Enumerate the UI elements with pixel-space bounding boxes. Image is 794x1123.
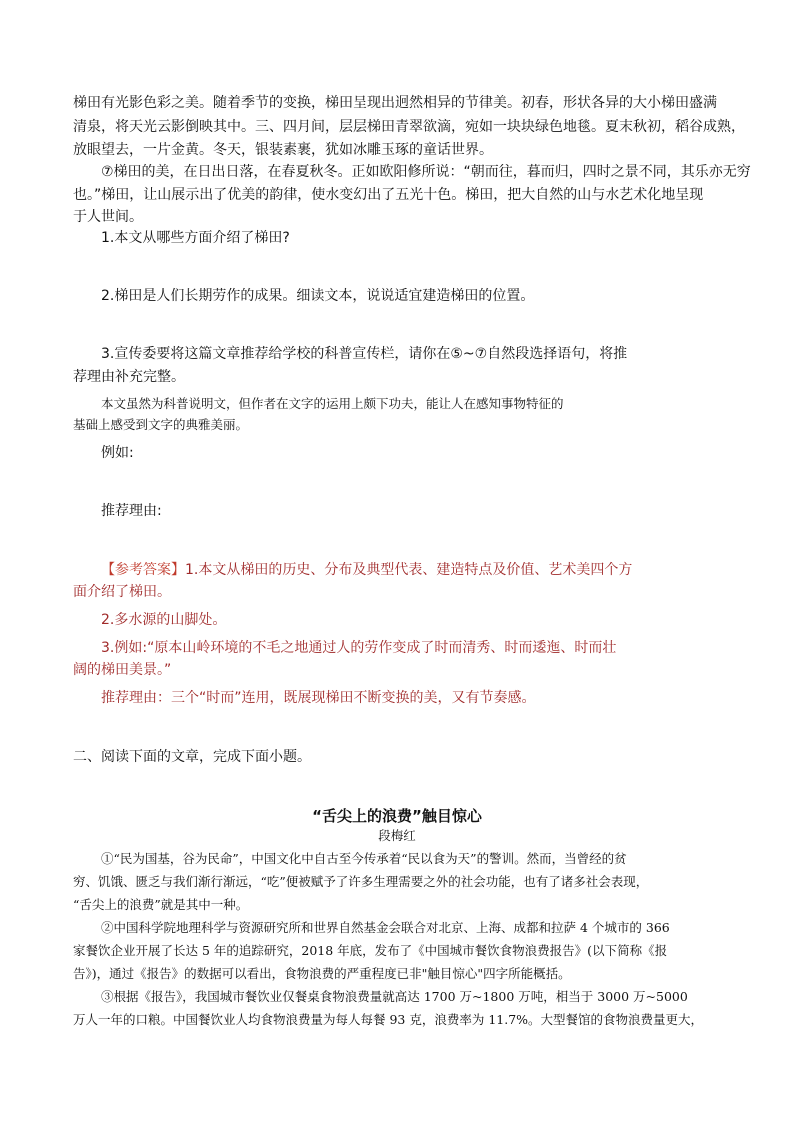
article-paragraph: 告》)，通过《报告》的数据可以看出，食物浪费的严重程度已非"触目惊心"四字所能概括。 xyxy=(73,966,571,981)
article-author: 段梅红 xyxy=(378,828,416,843)
passage-line: 放眼望去，一片金黄。冬天，银装素裹，犹如冰雕玉琢的童话世界。 xyxy=(73,142,493,158)
article-title: “舌尖上的浪费”触目惊心 xyxy=(312,807,482,825)
article-paragraph: “舌尖上的浪费”就是其中一种。 xyxy=(73,897,249,912)
answer-2: 2.多水源的山脚处。 xyxy=(101,612,227,628)
passage-line: 于人世间。 xyxy=(73,209,143,225)
example-label: 例如: xyxy=(101,445,134,461)
question-2: 2.梯田是人们长期劳作的成果。细读文本，说说适宜建造梯田的位置。 xyxy=(101,288,535,304)
answer-label: 【参考答案】 xyxy=(101,562,185,578)
answer-1 xyxy=(101,559,632,581)
question-3: 3.宣传委要将这篇文章推荐给学校的科普宣传栏，请你在⑤~⑦自然段选择语句，将推 xyxy=(101,346,628,362)
article-paragraph: ③根据《报告》，我国城市餐饮业仅餐桌食物浪费量就高达 1700 万~1800 万吨，相当于 3000 万~5000 xyxy=(101,989,688,1004)
answer-1-text: 1.本文从梯田的历史、分布及典型代表、建造特点及价值、艺术美四个方 xyxy=(185,562,633,578)
section-heading: 二、阅读下面的文章，完成下面小题。 xyxy=(73,749,311,765)
article-paragraph: 穷、饥饿、匮乏与我们渐行渐远，“吃”便被赋予了许多生理需要之外的社会功能，也有了诸多社会表现， xyxy=(73,874,649,889)
question-3-note-cont: 基础上感受到文字的典雅美丽。 xyxy=(73,417,249,432)
passage-line: 梯田有光影色彩之美。随着季节的变换，梯田呈现出迥然相异的节律美。初春，形状各异的大小梯田盛满 xyxy=(73,95,717,111)
article-paragraph: 家餐饮企业开展了长达 5 年的追踪研究，2018 年底，发布了《中国城市餐饮食物浪费报告》(以下简称《报 xyxy=(73,943,668,958)
question-3-note: 本文虽然为科普说明文，但作者在文字的运用上颇下功夫，能让人在感知事物特征的 xyxy=(101,396,564,411)
article-paragraph: ①“民为国基，谷为民命”，中国文化中自古至今传承着“民以食为天”的警训。然而，当曾经的贫 xyxy=(101,851,627,866)
passage-paragraph-7: ⑦梯田的美，在日出日落，在春夏秋冬。正如欧阳修所说：“朝而往，暮而归，四时之景不同，其乐亦无穷 xyxy=(101,164,751,180)
question-1: 1.本文从哪些方面介绍了梯田? xyxy=(101,230,290,246)
reason-label: 推荐理由: xyxy=(101,503,162,519)
answer-1-cont: 面介绍了梯田。 xyxy=(73,584,171,600)
passage-line: 也。”梯田，让山展示出了优美的韵律，使水变幻出了五光十色。梯田，把大自然的山与水艺术化地呈现 xyxy=(73,187,704,203)
question-3-cont: 荐理由补充完整。 xyxy=(73,369,185,385)
answer-3-reason: 推荐理由：三个“时而”连用，既展现梯田不断变换的美，又有节奏感。 xyxy=(101,690,536,706)
answer-3-cont: 阔的梯田美景。” xyxy=(73,662,172,678)
article-paragraph: ②中国科学院地理科学与资源研究所和世界自然基金会联合对北京、上海、成都和拉萨 4 个城市的 366 xyxy=(101,920,670,935)
passage-line: 清泉，将天光云影倒映其中。三、四月间，层层梯田青翠欲滴，宛如一块块绿色地毯。夏末秋初，稻谷成熟， xyxy=(73,119,745,135)
article-paragraph: 万人一年的口粮。中国餐饮业人均食物浪费量为每人每餐 93 克，浪费率为 11.7%。大型餐馆的食物浪费量更大， xyxy=(73,1012,704,1027)
answer-3: 3.例如:“原本山岭环境的不毛之地通过人的劳作变成了时而清秀、时而逶迤、时而壮 xyxy=(101,640,617,656)
